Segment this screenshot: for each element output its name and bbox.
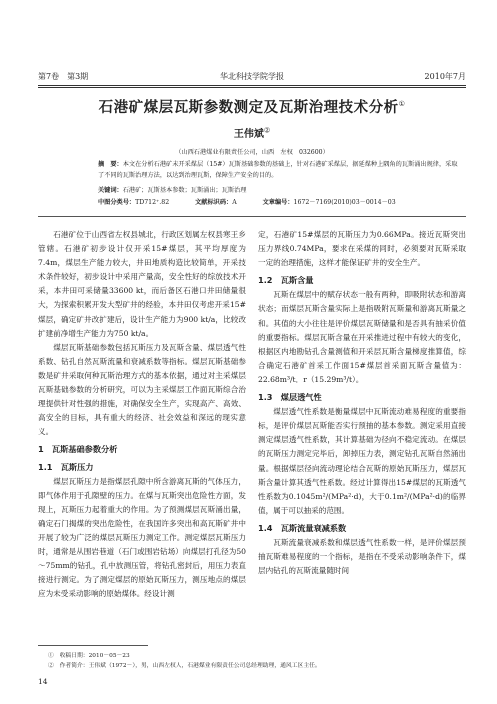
keywords-text: 石港矿；瓦斯基本参数；瓦斯涌出；瓦斯治理 [122,187,247,194]
intro-paragraph-2: 煤层瓦斯基础参数包括瓦斯压力及瓦斯含量、煤层透气性系数、钻孔自然瓦斯流量和衰减系数等指标。煤层瓦斯基础参数是矿井采取何种瓦斯治理方式的基本依据，通过对主采煤层瓦斯基础参数的分析研究，可以为主采煤层工作面瓦斯综合治理提供针对性强的措施，对确保安全生产，实现高产、高效、高安全的目标，具有重大的经济、社会效益和深远的现实意义。 [38,342,246,437]
footnote-rule [38,645,148,646]
abstract-label: 摘 要： [98,161,123,168]
header-issue: 第7卷 第3期 [38,72,89,81]
abstract [98,159,458,181]
classification-line [98,197,458,208]
header-rule-thin [38,87,466,88]
section-heading-1: 1 瓦斯基础参数分析 [38,444,118,455]
article-number-value: 1672－7169(2010)03－0014－03 [293,199,396,206]
section-heading-1-4: 1.4 瓦斯流量衰减系数 [258,522,347,533]
article-title [38,96,466,117]
title-text: 石港矿煤层瓦斯参数测定及瓦斯治理技术分析 [98,100,399,116]
doc-code-value: A [232,199,237,206]
clc-value: TD712⁺.82 [135,199,170,206]
permeability-paragraph: 煤层透气性系数是衡量煤层中瓦斯流动难易程度的重要指标，是评价煤层瓦斯能否实行预抽的基本参数。测定采用直接测定煤层透气性系数，其计算基础为径向不稳定流动。在煤层的瓦斯压力测定完毕后，卸掉压力表，测定钻孔瓦斯自然涌出量。根据煤层径向流动理论结合瓦斯的原始瓦斯压力，煤层瓦斯含量计算其透气性系数。经过计算得出15#煤层的瓦斯透气性系数为0.1045m²/(MPa²·d)，大于0.1m²/(MPa²·d)的临界值，属于可以抽采的范围。 [258,407,466,515]
doc-code-label: 文献标识码： [195,199,233,206]
section-heading-1-3: 1.3 煤层透气性 [258,392,322,403]
abstract-text: 本文在分析石港矿未开采煤层（15#）瓦斯基础参数的基础上，针对石港矿采煤层，据延煤种上隅角的瓦斯涌出规律，采取了不同的瓦斯治理方法，以达到治理瓦斯，保障生产安全的目的。 [98,161,458,179]
pressure-paragraph-continued: 定，石港矿15#煤层的瓦斯压力为0.66MPa。接近瓦斯突出压力界线0.74MPa，要求在采煤的同时，必须要对瓦斯采取一定的治理措施，这样才能保证矿井的安全生产。 [258,230,466,268]
right-column [258,228,466,578]
section-heading-1-2: 1.2 瓦斯含量 [258,275,314,286]
abstract-rule [38,216,466,217]
pressure-paragraph: 煤层瓦斯压力是指煤层孔隙中所含游离瓦斯的气体压力，即气体作用于孔隙壁的压力。在煤与瓦斯突出危险性方面，发现上，瓦斯压力起着重大的作用。为了预测煤层瓦斯涌出量，确定石门揭煤的突出危险性，在我国许多突出和高瓦斯矿井中开展了较为广泛的煤层瓦斯压力测定工作。测定煤层瓦斯压力时，通常是从围岩巷道（石门或围岩钻场）向煤层打孔径为50～75mm的钻孔，孔中放测压管，将钻孔密封后，用压力表直接进行测定。为了测定煤层的原始瓦斯压力，测压地点的煤层应为未受采动影响的原始煤体。经设计测 [38,476,246,599]
keywords-label: 关键词： [98,187,123,194]
page-number: 14 [38,677,48,686]
left-column [38,228,246,601]
affiliation: （山西石港煤业有限责任公司，山西 左权 032600） [175,149,329,156]
author-line [38,125,466,140]
header-journal: 华北科技学院学报 [220,72,284,81]
section-heading-1-1: 1.1 瓦斯压力 [38,461,94,472]
intro-paragraph-1: 石港矿位于山西省左权县城北，行政区划属左权县寒王乡管辖。石港矿初步设计仅开采15#煤层，其平均厚度为7.4m，煤层生产能力较大，井田地质构造比较简单，开采技术条件较好，初步设计中采用产量高，安全性好的综放技术开采，本井田可采储量33600 kt，而后备区石港口井田储量很大，为探索积累开发大型矿井的经验，本井田仅考虑开采15#煤层，确定矿井改扩建后，设计生产能力为900 kt/a，比较改扩建前净增生产能力为750 kt/a。 [38,230,246,338]
title-footnote-mark: ① [398,100,406,109]
clc-label: 中图分类号： [98,199,136,206]
header-rule [38,85,466,86]
footnote-received: ① 收稿日期：2010－05－23 [48,653,130,659]
content-paragraph: 瓦斯在煤层中的赋存状态一般有两种，即吸附状态和游离状态；而煤层瓦斯含量实际上是指吸附瓦斯量和游离瓦斯量之和。其值的大小往往是评价煤层瓦斯储量和是否具有抽采价值的重要指标。煤层瓦斯含量在开采推进过程中有较大的变化，根据区内地勘钻孔含量测值和开采层瓦斯含量梯度推算值，综合确定石港矿首采工作面15#煤层首采面瓦斯含量值为：22.68m³/t．r（15.29m³/t）。 [258,290,466,384]
footnote-author: ② 作者简介：王伟斌（1972－），男，山西左权人，石港煤业有限责任公司总经理助理，通风工区主任。 [48,663,321,669]
keywords [98,185,458,196]
author-footnote-mark: ② [263,126,271,135]
running-header [38,70,466,84]
author-name: 王伟斌 [233,129,264,140]
attenuation-paragraph: 瓦斯流量衰减系数和煤层透气性系数一样，是评价煤层预抽瓦斯难易程度的一个指标，是指在不受采动影响条件下，煤层内钻孔的瓦斯流量随时间 [258,537,466,576]
header-date: 2010年7月 [424,72,466,81]
article-number-label: 文章编号： [262,199,294,206]
